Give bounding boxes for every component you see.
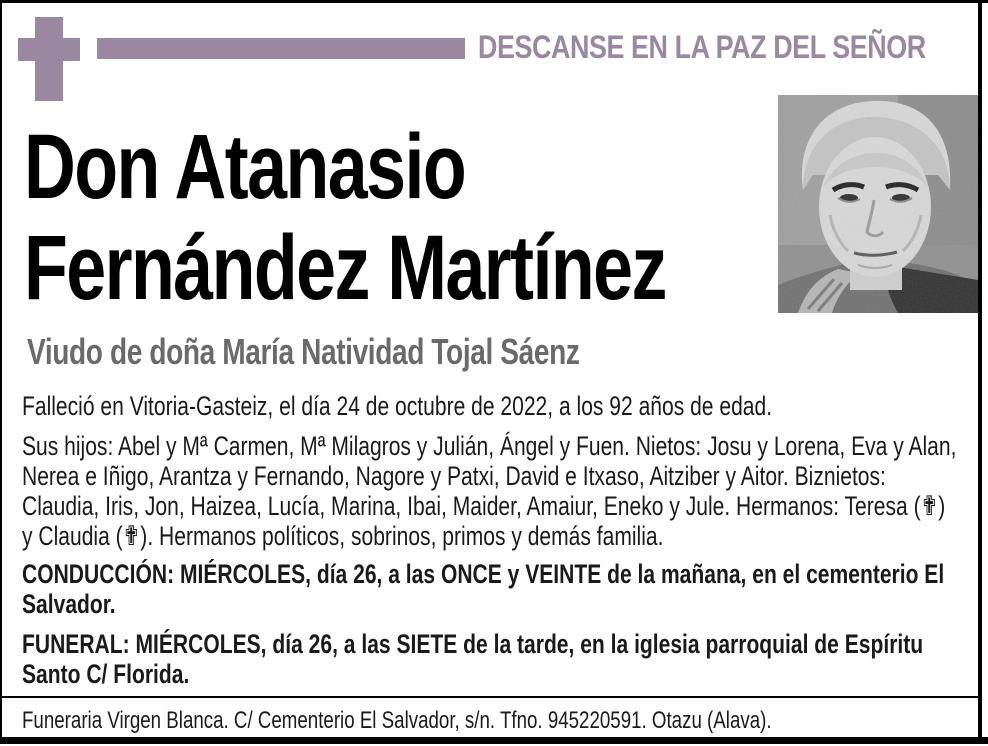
funeral-home-info: Funeraria Virgen Blanca. C/ Cementerio El Salvador, s/n. Tfno. 945220591. Otazu (Alava). xyxy=(22,707,772,734)
relation-subtitle: Viudo de doña María Natividad Tojal Sáenz xyxy=(27,331,580,372)
bottom-border-bar xyxy=(0,737,988,744)
family-paragraph: Sus hijos: Abel y Mª Carmen, Mª Milagros y Julián, Ángel y Fuen. Nietos: Josu y Lorena, Eva y Alan, Nerea e Iñigo, Arantza y Fernando, Nagore y Patxi, David e Itxaso, Aitziber y Aitor. Biznietos: Claudia, Iris, Jon, Haizea, Lucía, Marina, Ibai, Maider, Amaiur, Eneko y Jule. Hermanos: Teresa (✟) y Claudia (✟). Hermanos políticos, sobrinos, primos y demás familia. xyxy=(22,431,957,551)
footer-divider-rule xyxy=(0,696,981,698)
obituary-body xyxy=(22,391,958,699)
deceased-name-line2: Fernández Martínez xyxy=(24,217,666,319)
frame-border-left xyxy=(0,0,2,744)
conduccion-paragraph: CONDUCCIÓN: MIÉRCOLES, día 26, a las ONCE y VEINTE de la mañana, en el cementerio El Salvador. xyxy=(22,559,945,619)
header-divider-bar xyxy=(97,38,465,59)
frame-border-top xyxy=(0,0,988,3)
cross-horizontal-arm xyxy=(18,38,80,61)
frame-border-right xyxy=(978,0,982,740)
death-notice-paragraph: Falleció en Vitoria-Gasteiz, el día 24 de octubre de 2022, a los 92 años de edad. xyxy=(22,391,773,421)
deceased-name-line1: Don Atanasio xyxy=(24,116,466,218)
portrait-photo xyxy=(778,95,978,313)
latin-cross-icon xyxy=(18,17,80,101)
funeral-paragraph: FUNERAL: MIÉRCOLES, día 26, a las SIETE de la tarde, en la iglesia parroquial de Espíritu Santo C/ Florida. xyxy=(22,629,924,689)
portrait-photo-image xyxy=(778,95,978,313)
deceased-name-heading xyxy=(24,117,666,319)
rest-in-peace-motto: DESCANSE EN LA PAZ DEL SEÑOR xyxy=(478,29,926,65)
